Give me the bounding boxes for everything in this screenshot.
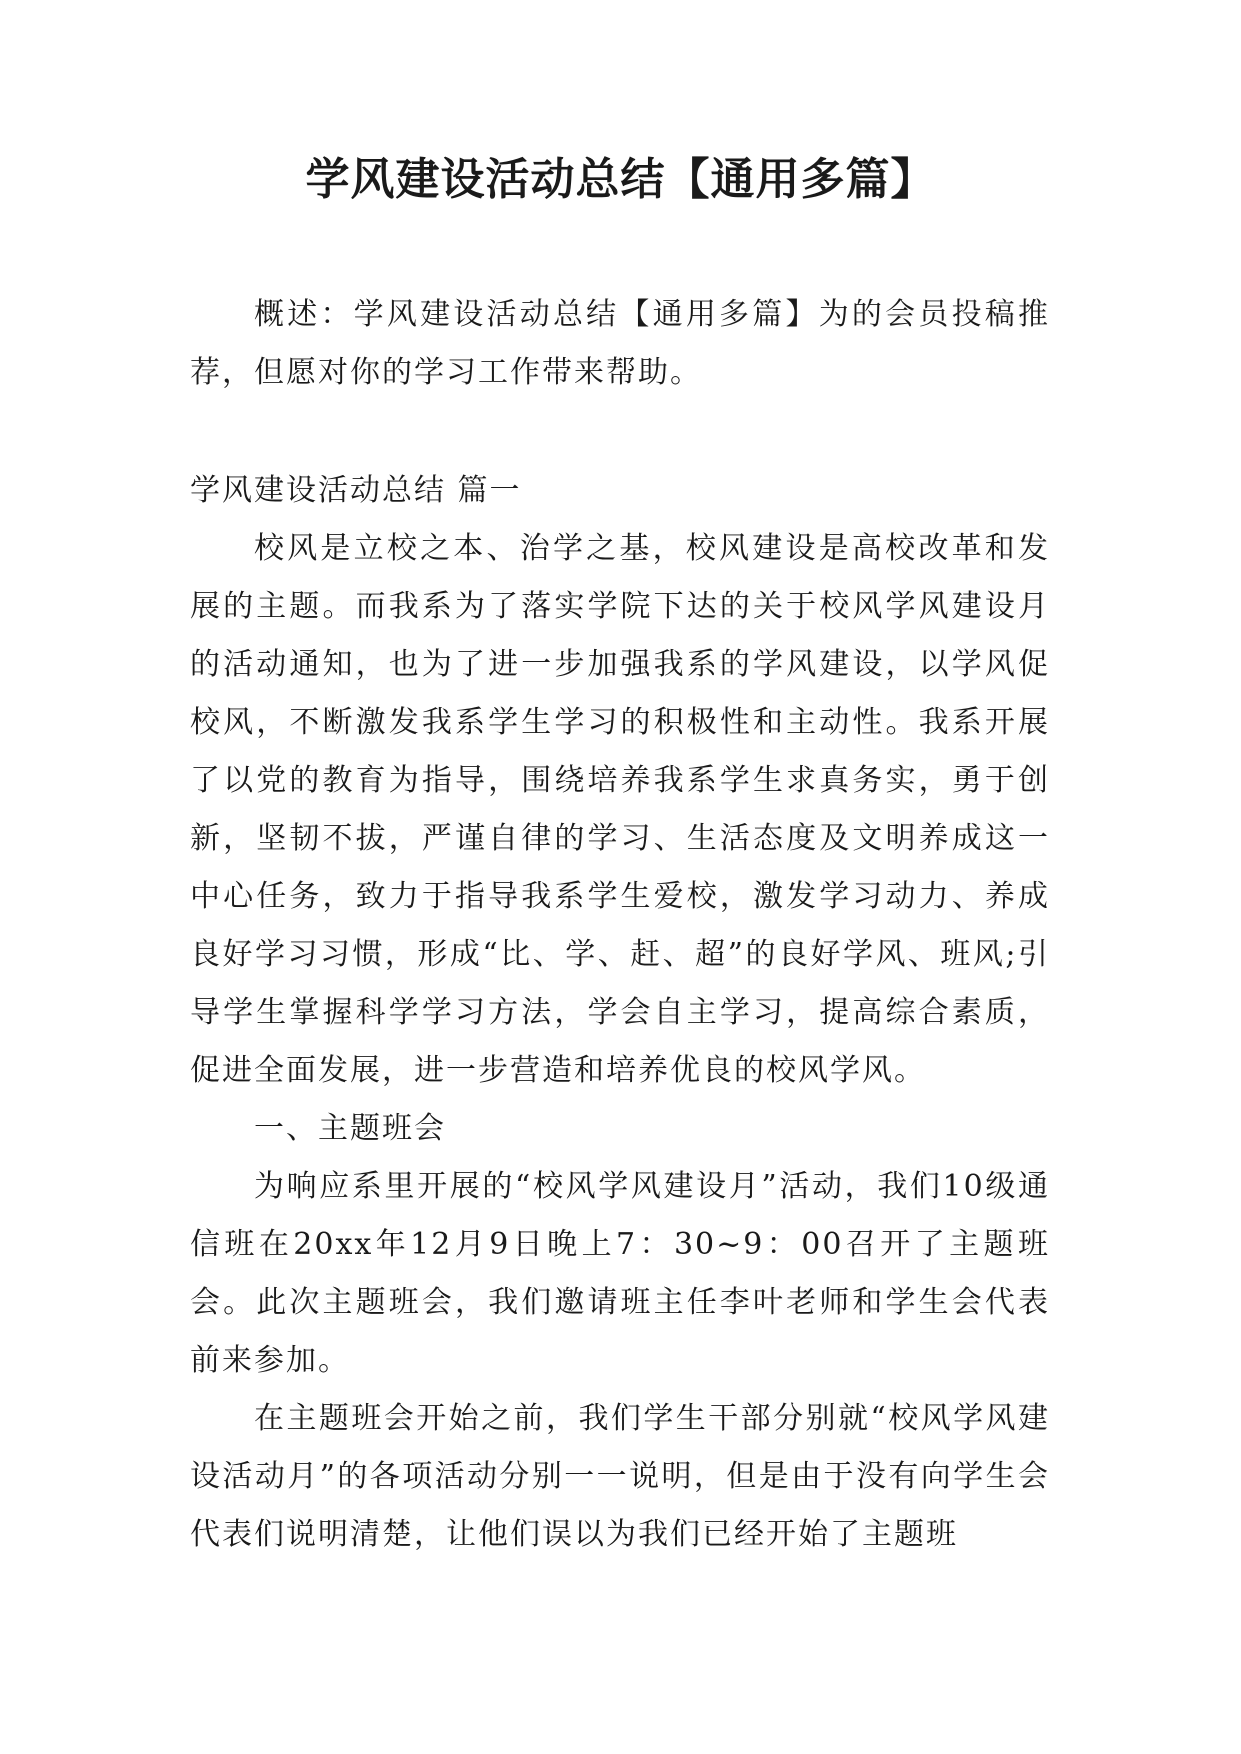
overview-paragraph: 概述：学风建设活动总结【通用多篇】为的会员投稿推荐，但愿对你的学习工作带来帮助。: [190, 297, 1050, 390]
paragraph-class-meeting: 为响应系里开展的“校风学风建设月”活动，我们10级通信班在20xx年12月9日晚上7：30~9：00召开了主题班会。此次主题班会，我们邀请班主任李叶老师和学生会代表前来参加。: [190, 1169, 1050, 1378]
section-heading-block: [190, 462, 1050, 520]
overview-block: [190, 286, 1050, 402]
section-content: [190, 520, 1050, 1564]
subheading-class-meeting: 一、主题班会: [254, 1111, 446, 1146]
document-title: 学风建设活动总结【通用多篇】: [305, 154, 936, 205]
paragraph-before-meeting: 在主题班会开始之前，我们学生干部分别就“校风学风建设活动月”的各项活动分别一一说明，但是由于没有向学生会代表们说明清楚，让他们误以为我们已经开始了主题班: [190, 1401, 1050, 1552]
paragraph-intro: 校风是立校之本、治学之基，校风建设是高校改革和发展的主题。而我系为了落实学院下达的关于校风学风建设月的活动通知，也为了进一步加强我系的学风建设，以学风促校风，不断激发我系学生学习的积极性和主动性。我系开展了以党的教育为指导，围绕培养我系学生求真务实，勇于创新，坚韧不拔，严谨自律的学习、生活态度及文明养成这一中心任务，致力于指导我系学生爱校，激发学习动力、养成良好学习习惯，形成“比、学、赶、超”的良好学风、班风;引导学生掌握科学学习方法，学会自主学习，提高综合素质，促进全面发展，进一步营造和培养优良的校风学风。: [190, 531, 1050, 1088]
section-heading: 学风建设活动总结 篇一: [190, 473, 522, 508]
